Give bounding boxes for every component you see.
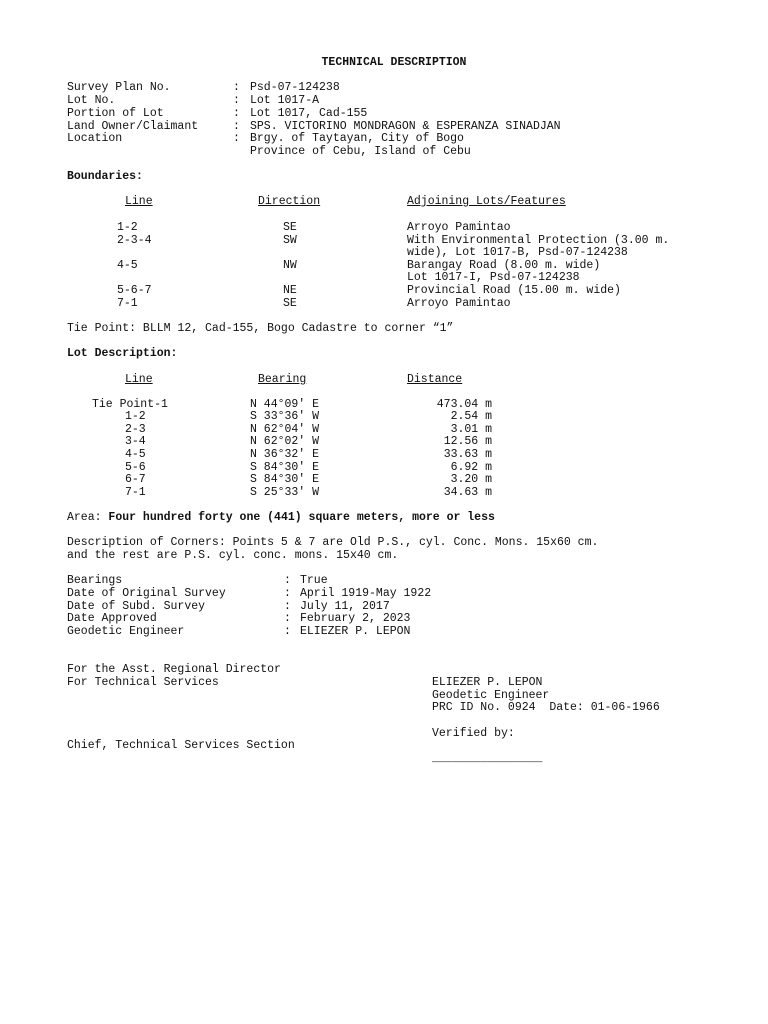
boundary-adjoining: Provincial Road (15.00 m. wide)	[407, 284, 621, 297]
corners-line: and the rest are P.S. cyl. conc. mons. 15x40 cm.	[67, 549, 399, 562]
lot-line: Tie Point-1	[92, 398, 168, 411]
lot-line: 6-7	[125, 473, 146, 486]
boundary-direction: SW	[283, 234, 297, 247]
lot-distance: 473.04 m	[436, 398, 492, 411]
boundary-direction: NW	[283, 259, 297, 272]
boundary-direction: NE	[283, 284, 297, 297]
survey-info-label: Date of Original Survey	[67, 587, 226, 600]
verified-by: Verified by:	[432, 727, 515, 740]
lot-bearing: S 25°33' W	[250, 486, 320, 499]
location-line2: Province of Cebu, Island of Cebu	[250, 145, 471, 158]
lot-line: 2-3	[125, 423, 146, 436]
survey-info-value: True	[300, 574, 328, 587]
document-title: TECHNICAL DESCRIPTION	[321, 56, 467, 69]
lot-distance: 12.56 m	[443, 435, 492, 448]
header-value: Lot 1017-A	[250, 94, 320, 107]
lot-bearing: N 62°04' W	[250, 423, 320, 436]
signature-blank-line: ________________	[432, 752, 543, 765]
lot-bearing: S 33°36' W	[250, 410, 320, 423]
header-value: Lot 1017, Cad-155	[250, 107, 368, 120]
survey-info-value: ELIEZER P. LEPON	[300, 625, 411, 638]
tie-point-statement: Tie Point: BLLM 12, Cad-155, Bogo Cadastre to corner “1”	[67, 322, 454, 335]
boundary-adjoining: Arroyo Pamintao	[407, 297, 511, 310]
lot-line: 3-4	[125, 435, 146, 448]
boundaries-heading: Boundaries:	[67, 170, 143, 183]
boundary-line: 1-2	[117, 221, 138, 234]
boundaries-col-direction: Direction	[258, 195, 321, 208]
survey-info-sep: :	[284, 600, 291, 613]
boundary-adjoining: With Environmental Protection (3.00 m.	[407, 234, 670, 247]
survey-info-value: April 1919-May 1922	[300, 587, 432, 600]
boundary-adjoining: Arroyo Pamintao	[407, 221, 511, 234]
survey-info-sep: :	[284, 625, 291, 638]
lot-distance: 34.63 m	[443, 486, 492, 499]
header-label: Land Owner/Claimant	[67, 120, 199, 133]
boundary-line: 4-5	[117, 259, 138, 272]
survey-info-value: February 2, 2023	[300, 612, 411, 625]
prc-id: PRC ID No. 0924 Date: 01-06-1966	[432, 701, 660, 714]
boundary-line: 2-3-4	[117, 234, 152, 247]
boundary-direction: SE	[283, 221, 297, 234]
header-label: Portion of Lot	[67, 107, 164, 120]
header-label: Survey Plan No.	[67, 81, 171, 94]
boundary-adjoining: Barangay Road (8.00 m. wide)	[407, 259, 601, 272]
boundary-direction: SE	[283, 297, 297, 310]
lot-distance: 2.54 m	[450, 410, 492, 423]
boundary-line: 7-1	[117, 297, 138, 310]
lot-distance: 3.20 m	[450, 473, 492, 486]
lot-col-bearing: Bearing	[258, 373, 307, 386]
survey-info-label: Date of Subd. Survey	[67, 600, 206, 613]
survey-info-label: Bearings	[67, 574, 123, 587]
survey-info-sep: :	[284, 587, 291, 600]
engineer-title: Geodetic Engineer	[432, 689, 550, 702]
lot-line: 5-6	[125, 461, 146, 474]
technical-services-line: For Technical Services	[67, 676, 219, 689]
header-value: SPS. VICTORINO MONDRAGON & ESPERANZA SINADJAN	[250, 120, 561, 133]
survey-info-value: July 11, 2017	[300, 600, 390, 613]
survey-info-sep: :	[284, 612, 291, 625]
area-value: Four hundred forty one (441) square meters, more or less	[108, 511, 495, 524]
boundaries-col-adjoining: Adjoining Lots/Features	[407, 195, 566, 208]
survey-info-label: Date Approved	[67, 612, 157, 625]
lot-line: 7-1	[125, 486, 146, 499]
header-sep: :	[233, 107, 240, 120]
boundary-adjoining-cont: Lot 1017-I, Psd-07-124238	[407, 271, 580, 284]
lot-line: 1-2	[125, 410, 146, 423]
boundary-adjoining-cont: wide), Lot 1017-B, Psd-07-124238	[407, 246, 628, 259]
header-label: Lot No.	[67, 94, 116, 107]
area-statement	[67, 511, 495, 524]
header-sep: :	[233, 120, 240, 133]
lot-bearing: N 44°09' E	[250, 398, 320, 411]
survey-info-sep: :	[284, 574, 291, 587]
area-label: Area:	[67, 511, 102, 524]
header-sep: :	[233, 94, 240, 107]
lot-col-distance: Distance	[407, 373, 463, 386]
lot-description-heading: Lot Description:	[67, 347, 178, 360]
lot-bearing: N 36°32' E	[250, 448, 320, 461]
lot-col-line: Line	[125, 373, 153, 386]
lot-distance: 3.01 m	[450, 423, 492, 436]
corners-line: Description of Corners: Points 5 & 7 are Old P.S., cyl. Conc. Mons. 15x60 cm.	[67, 536, 599, 549]
header-value: Brgy. of Taytayan, City of Bogo	[250, 132, 464, 145]
lot-distance: 33.63 m	[443, 448, 492, 461]
boundaries-col-line: Line	[125, 195, 153, 208]
lot-distance: 6.92 m	[450, 461, 492, 474]
boundary-line: 5-6-7	[117, 284, 152, 297]
regional-director-line: For the Asst. Regional Director	[67, 663, 281, 676]
header-sep: :	[233, 81, 240, 94]
header-value: Psd-07-124238	[250, 81, 340, 94]
chief-title: Chief, Technical Services Section	[67, 739, 295, 752]
lot-bearing: S 84°30' E	[250, 473, 320, 486]
survey-info-label: Geodetic Engineer	[67, 625, 185, 638]
header-sep: :	[233, 132, 240, 145]
engineer-name: ELIEZER P. LEPON	[432, 676, 543, 689]
lot-line: 4-5	[125, 448, 146, 461]
header-label: Location	[67, 132, 123, 145]
lot-bearing: S 84°30' E	[250, 461, 320, 474]
lot-bearing: N 62°02' W	[250, 435, 320, 448]
